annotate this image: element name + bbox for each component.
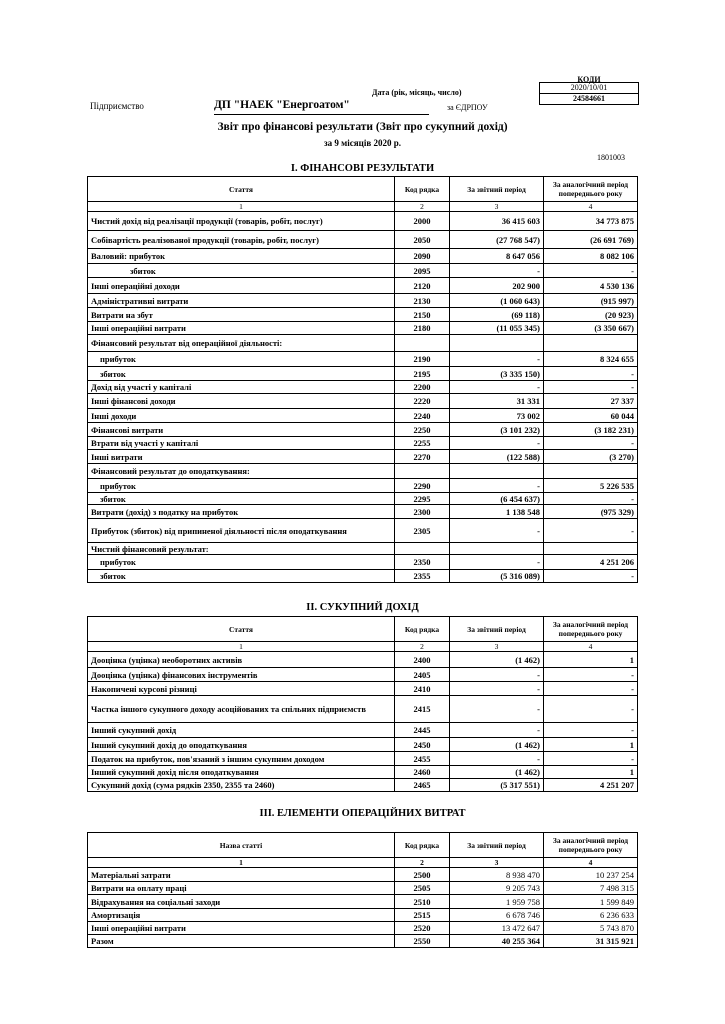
column-number: 2	[395, 642, 450, 652]
row-prev: 1	[544, 652, 638, 668]
section2-table	[87, 616, 638, 792]
row-code: 2050	[395, 231, 450, 249]
row-code: 2300	[395, 505, 450, 519]
row-cur: 73 002	[450, 409, 544, 423]
table-row	[88, 409, 638, 423]
row-cur: 8 938 470	[450, 868, 544, 882]
row-code: 2305	[395, 519, 450, 543]
row-cur: -	[450, 723, 544, 738]
row-code: 2465	[395, 779, 450, 792]
row-label: Адміністративні витрати	[88, 294, 395, 308]
date-value: 2020/10/01	[540, 83, 639, 94]
table-row	[88, 278, 638, 294]
row-cur: 202 900	[450, 278, 544, 294]
row-code: 2520	[395, 922, 450, 935]
edrpou-label: за ЄДРПОУ	[447, 103, 488, 112]
column-number: 2	[395, 858, 450, 868]
table-row	[88, 381, 638, 394]
table-row	[88, 652, 638, 668]
row-code: 2095	[395, 264, 450, 278]
row-cur: (69 118)	[450, 308, 544, 322]
row-code: 2350	[395, 555, 450, 570]
table-row	[88, 909, 638, 922]
row-code: 2195	[395, 367, 450, 381]
row-cur: (11 055 345)	[450, 322, 544, 335]
section1-table	[87, 176, 638, 583]
table-row	[88, 493, 638, 505]
table-row	[88, 264, 638, 278]
row-prev: -	[544, 682, 638, 696]
row-cur: 31 331	[450, 394, 544, 409]
row-cur: (122 588)	[450, 450, 544, 464]
row-code: 2455	[395, 752, 450, 766]
table-row	[88, 450, 638, 464]
row-cur: -	[450, 381, 544, 394]
row-label: Матеріальні затрати	[88, 868, 395, 882]
column-number: 4	[544, 202, 638, 212]
row-prev: (915 997)	[544, 294, 638, 308]
row-code: 2220	[395, 394, 450, 409]
table-row	[88, 779, 638, 792]
row-prev: 1	[544, 766, 638, 779]
row-cur: -	[450, 437, 544, 450]
row-prev: -	[544, 668, 638, 682]
row-label: Сукупний дохід (сума рядків 2350, 2355 та 2460)	[88, 779, 395, 792]
column-number: 4	[544, 858, 638, 868]
row-prev: -	[544, 437, 638, 450]
row-prev: 1 599 849	[544, 895, 638, 909]
table-row	[88, 555, 638, 570]
row-prev: (26 691 769)	[544, 231, 638, 249]
column-header: Код рядка	[395, 177, 450, 202]
row-cur: 13 472 647	[450, 922, 544, 935]
row-code: 2510	[395, 895, 450, 909]
row-cur: 6 678 746	[450, 909, 544, 922]
page-period: за 9 місяців 2020 р.	[324, 138, 401, 148]
row-cur: -	[450, 479, 544, 493]
table-row	[88, 394, 638, 409]
section3-title: ІІІ. ЕЛЕМЕНТИ ОПЕРАЦІЙНИХ ВИТРАТ	[259, 808, 466, 819]
table-row	[88, 335, 638, 352]
row-label: прибуток	[88, 352, 395, 367]
row-cur: (6 454 637)	[450, 493, 544, 505]
row-prev: -	[544, 696, 638, 723]
row-code: 2295	[395, 493, 450, 505]
row-prev: 4 251 207	[544, 779, 638, 792]
row-label: Інші операційні доходи	[88, 278, 395, 294]
row-code	[395, 464, 450, 479]
row-cur: -	[450, 668, 544, 682]
row-cur: -	[450, 264, 544, 278]
row-code: 2410	[395, 682, 450, 696]
row-code: 2090	[395, 249, 450, 264]
row-label: Дооцінка (уцінка) необоротних активів	[88, 652, 395, 668]
table-row	[88, 352, 638, 367]
row-label: Валовий: прибуток	[88, 249, 395, 264]
column-header: Код рядка	[395, 833, 450, 858]
row-code: 2250	[395, 423, 450, 437]
row-code: 2255	[395, 437, 450, 450]
row-prev: 5 226 535	[544, 479, 638, 493]
row-label: Фінансовий результат до оподаткування:	[88, 464, 395, 479]
row-code: 2290	[395, 479, 450, 493]
row-prev: 4 251 206	[544, 555, 638, 570]
table-row	[88, 570, 638, 583]
row-cur: 1 959 758	[450, 895, 544, 909]
row-label: збиток	[88, 493, 395, 505]
row-label: Витрати (дохід) з податку на прибуток	[88, 505, 395, 519]
row-cur: -	[450, 555, 544, 570]
row-cur: 1 138 548	[450, 505, 544, 519]
row-prev: -	[544, 264, 638, 278]
row-label: прибуток	[88, 479, 395, 493]
section3-table	[87, 832, 638, 948]
row-label: Інші доходи	[88, 409, 395, 423]
row-label: Витрати на збут	[88, 308, 395, 322]
row-code: 2000	[395, 212, 450, 231]
table-row	[88, 868, 638, 882]
table-row	[88, 519, 638, 543]
row-label: Прибуток (збиток) від припиненої діяльності після оподаткування	[88, 519, 395, 543]
row-cur: 40 255 364	[450, 935, 544, 948]
table-row	[88, 367, 638, 381]
row-cur: (1 060 643)	[450, 294, 544, 308]
column-header: Стаття	[88, 177, 395, 202]
row-label: Податок на прибуток, пов'язаний з іншим сукупним доходом	[88, 752, 395, 766]
table-row	[88, 752, 638, 766]
row-label: Чистий дохід від реалізації продукції (товарів, робіт, послуг)	[88, 212, 395, 231]
row-label: Фінансові витрати	[88, 423, 395, 437]
row-code: 2180	[395, 322, 450, 335]
row-cur: 9 205 743	[450, 882, 544, 895]
row-cur: (5 317 551)	[450, 779, 544, 792]
enterprise-label: Підприємство	[90, 101, 144, 111]
table-row	[88, 423, 638, 437]
enterprise-underline	[214, 114, 429, 115]
row-cur	[450, 464, 544, 479]
row-prev: (975 329)	[544, 505, 638, 519]
row-code: 2200	[395, 381, 450, 394]
row-label: Інші фінансові доходи	[88, 394, 395, 409]
row-code: 2240	[395, 409, 450, 423]
row-code: 2505	[395, 882, 450, 895]
row-label: Собівартість реалізованої продукції (товарів, робіт, послуг)	[88, 231, 395, 249]
row-label: Разом	[88, 935, 395, 948]
enterprise-name: ДП "НАЕК "Енергоатом"	[214, 99, 350, 111]
row-prev: (3 270)	[544, 450, 638, 464]
row-label: Інший сукупний дохід	[88, 723, 395, 738]
row-prev: -	[544, 493, 638, 505]
table-row	[88, 294, 638, 308]
row-label: Амортизація	[88, 909, 395, 922]
row-label: Інший сукупний дохід після оподаткування	[88, 766, 395, 779]
column-number: 3	[450, 642, 544, 652]
row-cur: (3 335 150)	[450, 367, 544, 381]
row-cur: 8 647 056	[450, 249, 544, 264]
row-code: 2120	[395, 278, 450, 294]
row-cur: (5 316 089)	[450, 570, 544, 583]
section1-title: І. ФІНАНСОВІ РЕЗУЛЬТАТИ	[290, 163, 435, 174]
row-prev: 7 498 315	[544, 882, 638, 895]
date-label: Дата (рік, місяць, число)	[372, 88, 462, 97]
row-label: Частка іншого сукупного доходу асоційованих та спільних підприємств	[88, 696, 395, 723]
row-label: збиток	[88, 367, 395, 381]
row-cur: (1 462)	[450, 738, 544, 752]
row-code: 2400	[395, 652, 450, 668]
row-prev: 4 530 136	[544, 278, 638, 294]
table-row	[88, 464, 638, 479]
row-cur	[450, 543, 544, 555]
codes-box	[539, 82, 639, 105]
row-prev: 5 743 870	[544, 922, 638, 935]
section2-title: ІІ. СУКУПНИЙ ДОХІД	[306, 602, 419, 613]
row-cur: (27 768 547)	[450, 231, 544, 249]
row-label: Інші операційні витрати	[88, 922, 395, 935]
table-row	[88, 308, 638, 322]
table-row	[88, 682, 638, 696]
row-code: 2355	[395, 570, 450, 583]
row-prev: 1	[544, 738, 638, 752]
row-prev: 31 315 921	[544, 935, 638, 948]
form-code: 1801003	[597, 153, 625, 162]
row-code: 2190	[395, 352, 450, 367]
table-row	[88, 212, 638, 231]
row-label: Дооцінка (уцінка) фінансових інструментів	[88, 668, 395, 682]
column-header: Назва статті	[88, 833, 395, 858]
table-row	[88, 437, 638, 450]
column-header: Код рядка	[395, 617, 450, 642]
row-code: 2445	[395, 723, 450, 738]
row-code: 2450	[395, 738, 450, 752]
row-prev: (20 923)	[544, 308, 638, 322]
column-header: За звітний період	[450, 617, 544, 642]
column-header: Стаття	[88, 617, 395, 642]
row-cur: (1 462)	[450, 766, 544, 779]
row-code: 2130	[395, 294, 450, 308]
row-label: Інші витрати	[88, 450, 395, 464]
row-label: Накопичені курсові різниці	[88, 682, 395, 696]
table-row	[88, 322, 638, 335]
column-header: За аналогічний період попереднього року	[544, 833, 638, 858]
row-cur: -	[450, 696, 544, 723]
column-header: За звітний період	[450, 833, 544, 858]
row-cur: (3 101 232)	[450, 423, 544, 437]
row-label: Інші операційні витрати	[88, 322, 395, 335]
row-code: 2550	[395, 935, 450, 948]
table-row	[88, 543, 638, 555]
row-cur: -	[450, 519, 544, 543]
column-header: За звітний період	[450, 177, 544, 202]
row-prev	[544, 464, 638, 479]
row-label: збиток	[88, 264, 395, 278]
row-prev	[544, 543, 638, 555]
row-prev: 10 237 254	[544, 868, 638, 882]
column-number: 1	[88, 202, 395, 212]
codes-label: КОДИ	[577, 75, 601, 84]
row-prev: 60 044	[544, 409, 638, 423]
column-number: 3	[450, 202, 544, 212]
row-prev: 6 236 633	[544, 909, 638, 922]
column-number: 4	[544, 642, 638, 652]
column-number: 2	[395, 202, 450, 212]
row-label: Фінансовий результат від операційної діяльності:	[88, 335, 395, 352]
row-prev: -	[544, 570, 638, 583]
row-label: Дохід від участі у капіталі	[88, 381, 395, 394]
column-header: За аналогічний період попереднього року	[544, 177, 638, 202]
table-row	[88, 479, 638, 493]
row-prev: (3 350 667)	[544, 322, 638, 335]
row-label: Інший сукупний дохід до оподаткування	[88, 738, 395, 752]
column-header: За аналогічний період попереднього року	[544, 617, 638, 642]
row-prev: 27 337	[544, 394, 638, 409]
table-row	[88, 895, 638, 909]
row-prev: 8 082 106	[544, 249, 638, 264]
table-row	[88, 935, 638, 948]
row-cur	[450, 335, 544, 352]
row-code: 2460	[395, 766, 450, 779]
table-row	[88, 766, 638, 779]
row-label: Чистий фінансовий результат:	[88, 543, 395, 555]
table-row	[88, 738, 638, 752]
row-label: Витрати на оплату праці	[88, 882, 395, 895]
row-code	[395, 335, 450, 352]
row-code: 2515	[395, 909, 450, 922]
row-label: прибуток	[88, 555, 395, 570]
row-prev: -	[544, 381, 638, 394]
row-cur: -	[450, 682, 544, 696]
row-cur: -	[450, 752, 544, 766]
table-row	[88, 505, 638, 519]
table-row	[88, 231, 638, 249]
row-code: 2415	[395, 696, 450, 723]
row-label: Відрахування на соціальні заходи	[88, 895, 395, 909]
table-row	[88, 696, 638, 723]
row-cur: 36 415 603	[450, 212, 544, 231]
row-prev: -	[544, 367, 638, 381]
table-row	[88, 723, 638, 738]
page-title: Звіт про фінансові результати (Звіт про сукупний дохід)	[217, 121, 508, 133]
row-prev	[544, 335, 638, 352]
row-code: 2500	[395, 868, 450, 882]
row-code	[395, 543, 450, 555]
table-row	[88, 668, 638, 682]
edrpou-value: 24584661	[540, 94, 639, 105]
row-cur: -	[450, 352, 544, 367]
row-label: збиток	[88, 570, 395, 583]
row-prev: -	[544, 752, 638, 766]
row-prev: 34 773 875	[544, 212, 638, 231]
table-row	[88, 922, 638, 935]
row-prev: 8 324 655	[544, 352, 638, 367]
row-prev: (3 182 231)	[544, 423, 638, 437]
row-prev: -	[544, 723, 638, 738]
row-label: Втрати від участі у капіталі	[88, 437, 395, 450]
column-number: 1	[88, 858, 395, 868]
row-code: 2150	[395, 308, 450, 322]
column-number: 1	[88, 642, 395, 652]
row-prev: -	[544, 519, 638, 543]
table-row	[88, 249, 638, 264]
column-number: 3	[450, 858, 544, 868]
row-cur: (1 462)	[450, 652, 544, 668]
row-code: 2405	[395, 668, 450, 682]
table-row	[88, 882, 638, 895]
row-code: 2270	[395, 450, 450, 464]
